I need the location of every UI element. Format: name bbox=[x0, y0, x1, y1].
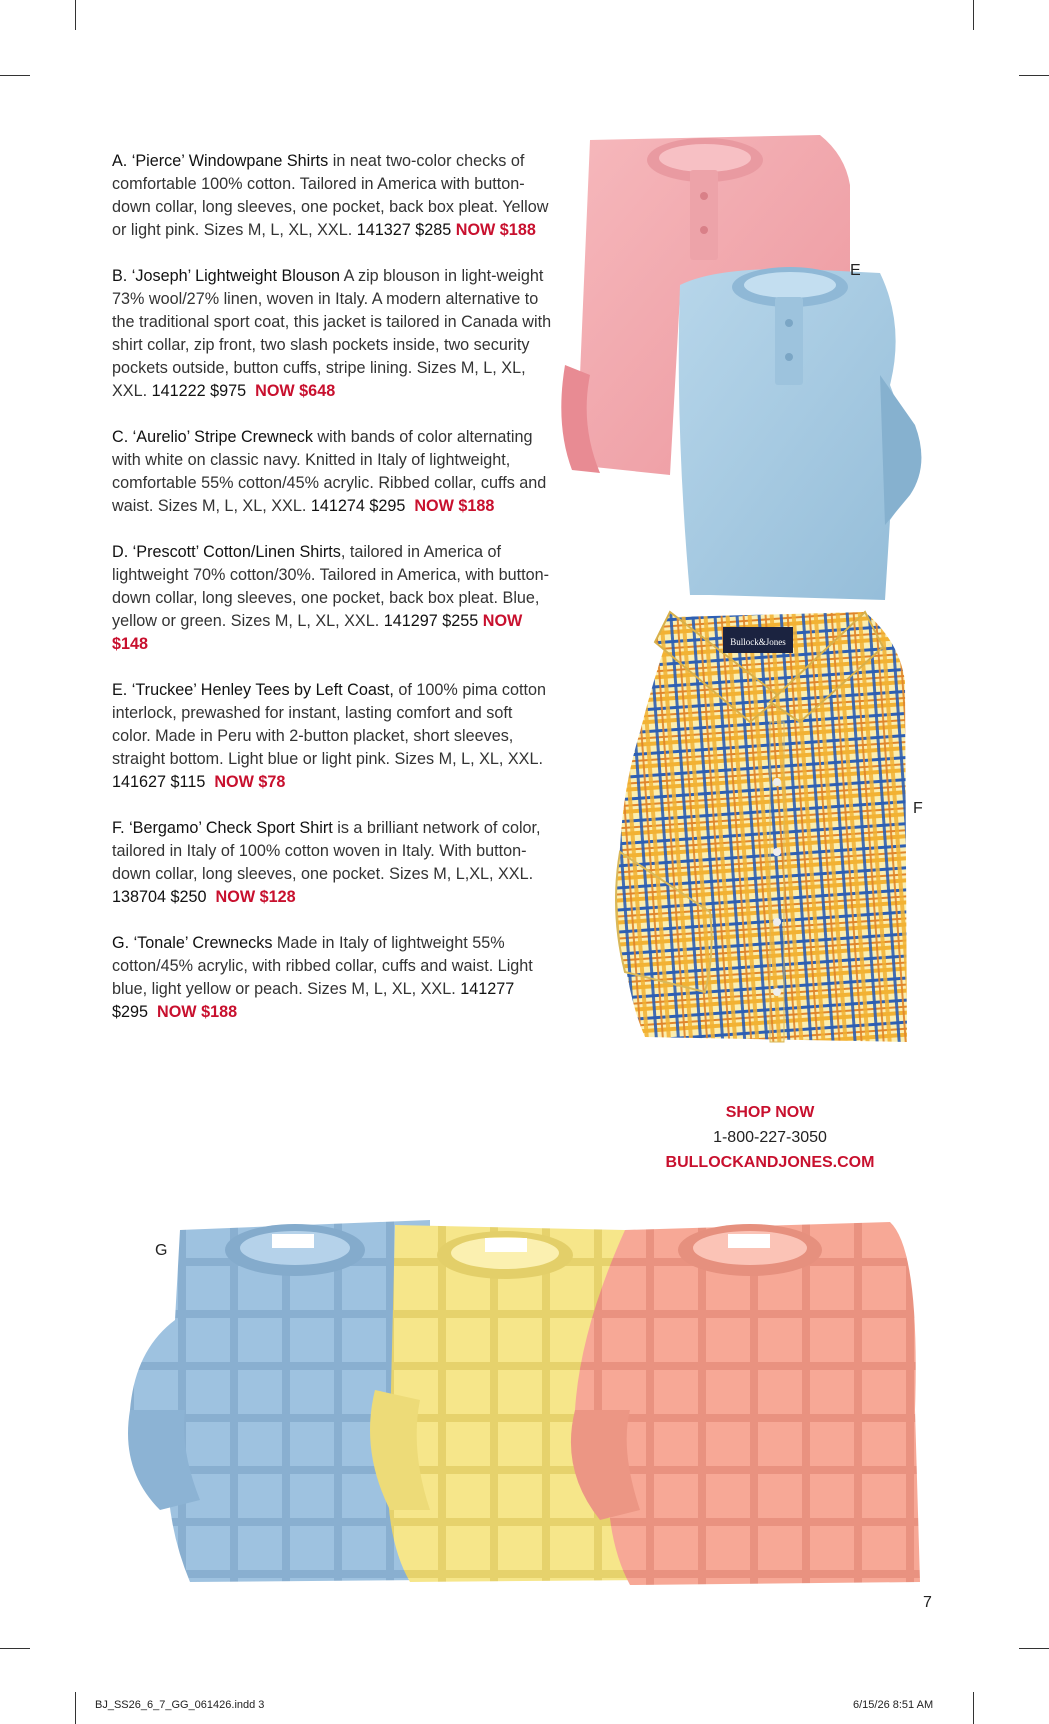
check-shirt-photo bbox=[615, 612, 915, 1044]
product-item-f bbox=[112, 817, 552, 909]
product-copy bbox=[112, 150, 552, 1047]
sale-price: NOW $148 bbox=[112, 612, 523, 653]
product-name: C. ‘Aurelio’ Stripe Crewneck bbox=[112, 428, 313, 446]
photo-label-g: G bbox=[155, 1242, 168, 1259]
crop-mark bbox=[0, 1648, 30, 1649]
product-description: Made in Italy of lightweight 55% cotton/45% acrylic, with ribbed collar, cuffs and waist. Light blue, light yellow or peach. Sizes M, L, XL, XXL. bbox=[112, 934, 533, 998]
product-item-b bbox=[112, 265, 552, 403]
product-sku-price: 141277 $295 bbox=[112, 980, 515, 1021]
brand-tag: Bullock&Jones bbox=[730, 637, 786, 647]
slug-file: BJ_SS26_6_7_GG_061426.indd 3 bbox=[95, 1699, 265, 1711]
sale-price: NOW $128 bbox=[215, 888, 296, 906]
shop-now-block bbox=[600, 1100, 940, 1175]
photo-label-e: E bbox=[850, 262, 861, 279]
crop-mark bbox=[973, 1692, 974, 1724]
product-description: with bands of color alternating with white on classic navy. Knitted in Italy of lightweight, comfortable 55% cotton/45% acrylic. Ribbed collar, cuffs and waist. Sizes M, L, XL, XXL. bbox=[112, 428, 547, 515]
product-name: A. ‘Pierce’ Windowpane Shirts bbox=[112, 152, 329, 170]
product-sku-price: 138704 $250 bbox=[112, 888, 207, 906]
crop-mark bbox=[1019, 1648, 1049, 1649]
crop-mark bbox=[75, 1692, 76, 1724]
product-name: F. ‘Bergamo’ Check Sport Shirt bbox=[112, 819, 333, 837]
shop-now-link[interactable]: SHOP NOW bbox=[725, 1104, 815, 1121]
crop-mark bbox=[75, 0, 76, 30]
product-name: D. ‘Prescott’ Cotton/Linen Shirts bbox=[112, 543, 341, 561]
website-link[interactable]: BULLOCKANDJONES.COM bbox=[665, 1154, 875, 1171]
product-name: E. ‘Truckee’ Henley Tees by Left Coast, bbox=[112, 681, 394, 699]
product-description: A zip blouson in light-weight 73% wool/27% linen, woven in Italy. A modern alternative to the traditional sport coat, this jacket is tailored in Canada with shirt collar, zip front, two slash pockets inside, two security pockets outside, button cuffs, stripe lining. Sizes M, L, XL, XXL. bbox=[112, 267, 552, 400]
product-name: B. ‘Joseph’ Lightweight Blouson bbox=[112, 267, 340, 285]
sale-price: NOW $188 bbox=[157, 1003, 238, 1021]
product-description: , tailored in America of lightweight 70% cotton/30%. Tailored in America, with button-down collar, long sleeves, one pocket, back box pleat. Blue, yellow or green. Sizes M, L, XL, XXL. bbox=[112, 543, 550, 630]
product-name: G. ‘Tonale’ Crewnecks bbox=[112, 934, 273, 952]
product-description: in neat two-color checks of comfortable 100% cotton. Tailored in America with button-down collar, long sleeves, one pocket, back box pleat. Yellow or light pink. Sizes M, L, XL, XXL. bbox=[112, 152, 549, 239]
page-number: 7 bbox=[923, 1594, 932, 1611]
product-description: is a brilliant network of color, tailored in Italy of 100% cotton woven in Italy. With button-down collar, long sleeves, one pocket. Sizes M, L,XL, XXL. bbox=[112, 819, 541, 883]
product-item-d bbox=[112, 541, 552, 656]
crop-mark bbox=[0, 75, 30, 76]
crewneck-sweaters-photo bbox=[130, 1210, 920, 1590]
henley-tees-photo bbox=[560, 125, 960, 615]
sale-price: NOW $188 bbox=[455, 221, 536, 239]
product-sku-price: 141327 $285 bbox=[356, 221, 452, 239]
product-sku-price: 141222 $975 bbox=[151, 382, 247, 400]
product-item-c bbox=[112, 426, 552, 518]
crop-mark bbox=[1019, 75, 1049, 76]
product-item-g bbox=[112, 932, 552, 1024]
sale-price: NOW $188 bbox=[414, 497, 495, 515]
slug-timestamp: 6/15/26 8:51 AM bbox=[853, 1699, 934, 1711]
sale-price: NOW $78 bbox=[214, 773, 286, 791]
photo-label-f: F bbox=[913, 800, 923, 817]
product-sku-price: 141627 $115 bbox=[112, 773, 206, 791]
product-description: of 100% pima cotton interlock, prewashed for instant, lasting comfort and soft color. Made in Peru with 2-button placket, short sleeves, straight bottom. Light blue or light pink. Sizes M, L, XL, XXL. bbox=[112, 681, 546, 768]
sale-price: NOW $648 bbox=[255, 382, 336, 400]
product-sku-price: 141274 $295 bbox=[310, 497, 406, 515]
product-sku-price: 141297 $255 bbox=[383, 612, 479, 630]
crop-mark bbox=[973, 0, 974, 30]
phone-number[interactable]: 1-800-227-3050 bbox=[713, 1129, 827, 1146]
product-item-e bbox=[112, 679, 552, 794]
product-item-a bbox=[112, 150, 552, 242]
